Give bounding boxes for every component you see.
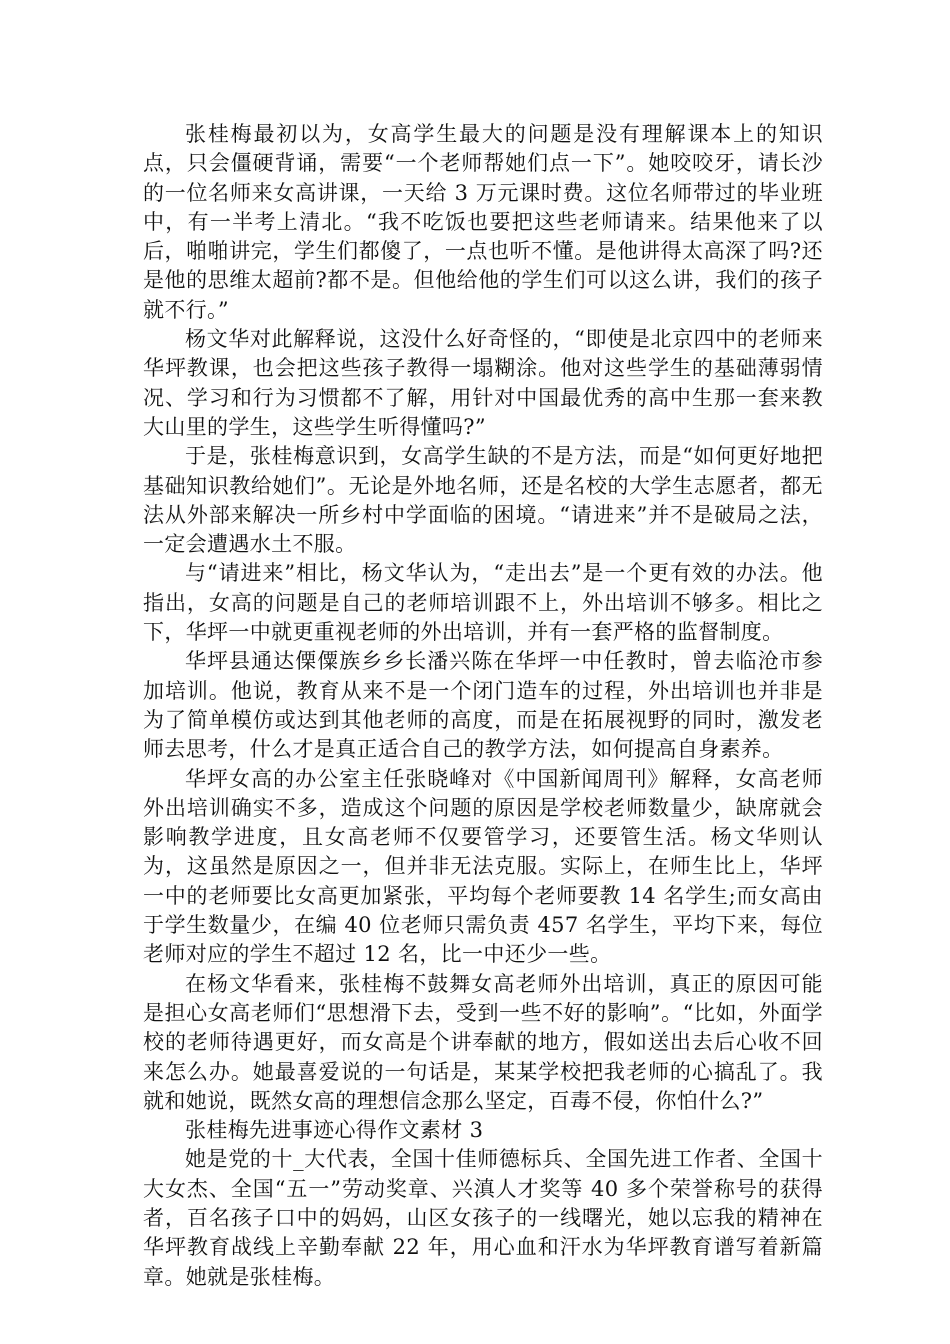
closing-paragraph: 她是党的十_大代表，全国十佳师德标兵、全国先进工作者、全国十大女杰、全国“五一”劳动奖章、兴滇人才奖等 40 多个荣誉称号的获得者，百名孩子口中的妈妈，山区女孩子的一线曙光，她以忘我的精神在华坪教育战线上辛勤奉献 22 年，用心血和汗水为华坪教育谱写着新篇章。她就是张桂梅。 (143, 1147, 823, 1289)
paragraph-6: 华坪女高的办公室主任张晓峰对《中国新闻周刊》解释，女高老师外出培训确实不多，造成这个问题的原因是学校老师数量少，缺席就会影响教学进度，且女高老师不仅要管学习，还要管生活。杨文华则认为，这虽然是原因之一，但并非无法克服。实际上，在师生比上，华坪一中的老师要比女高更加紧张，平均每个老师要教 14 名学生;而女高由于学生数量少，在编 40 位老师只需负责 457 名学生，平均下来，每位老师对应的学生不超过 12 名，比一中还少一些。 (143, 766, 823, 967)
paragraph-7: 在杨文华看来，张桂梅不鼓舞女高老师外出培训，真正的原因可能是担心女高老师们“思想滑下去，受到一些不好的影响”。“比如，外面学校的老师待遇更好，而女高是个讲奉献的地方，假如送出去后心收不回来怎么办。她最喜爱说的一句话是，某某学校把我老师的心搞乱了。我就和她说，既然女高的理想信念那么坚定，百毒不侵，你怕什么?” (143, 971, 823, 1113)
paragraph-1: 张桂梅最初以为，女高学生最大的问题是没有理解课本上的知识点，只会僵硬背诵，需要“一个老师帮她们点一下”。她咬咬牙，请长沙的一位名师来女高讲课，一天给 3 万元课时费。这位名师带过的毕业班中，有一半考上清北。“我不吃饭也要把这些老师请来。结果他来了以后，啪啪讲完，学生们都傻了，一点也听不懂。是他讲得太高深了吗?还是他的思维太超前?都不是。但他给他的学生们可以这么讲，我们的孩子就不行。” (143, 122, 823, 322)
paragraph-4: 与“请进来”相比，杨文华认为，“走出去”是一个更有效的办法。他指出，女高的问题是自己的老师培训跟不上，外出培训不够多。相比之下，华坪一中就更重视老师的外出培训，并有一套严格的监督制度。 (143, 561, 823, 645)
section-title: 张桂梅先进事迹心得作文素材 3 (185, 1118, 484, 1143)
paragraph-5: 华坪县通达傈僳族乡乡长潘兴陈在华坪一中任教时，曾去临沧市参加培训。他说，教育从来不是一个闭门造车的过程，外出培训也并非是为了简单模仿或达到其他老师的高度，而是在拓展视野的同时，激发老师去思考，什么才是真正适合自己的教学方法，如何提高自身素养。 (143, 649, 823, 762)
document-body (143, 120, 823, 1292)
paragraph-3: 于是，张桂梅意识到，女高学生缺的不是方法，而是“如何更好地把基础知识教给她们”。无论是外地名师，还是名校的大学生志愿者，都无法从外部来解决一所乡村中学面临的困境。“请进来”并不是破局之法，一定会遭遇水土不服。 (143, 444, 823, 557)
paragraph-2: 杨文华对此解释说，这没什么好奇怪的，“即使是北京四中的老师来华坪教课，也会把这些孩子教得一塌糊涂。他对这些学生的基础薄弱情况、学习和行为习惯都不了解，用针对中国最优秀的高中生那一套来教大山里的学生，这些学生听得懂吗?” (143, 327, 823, 439)
